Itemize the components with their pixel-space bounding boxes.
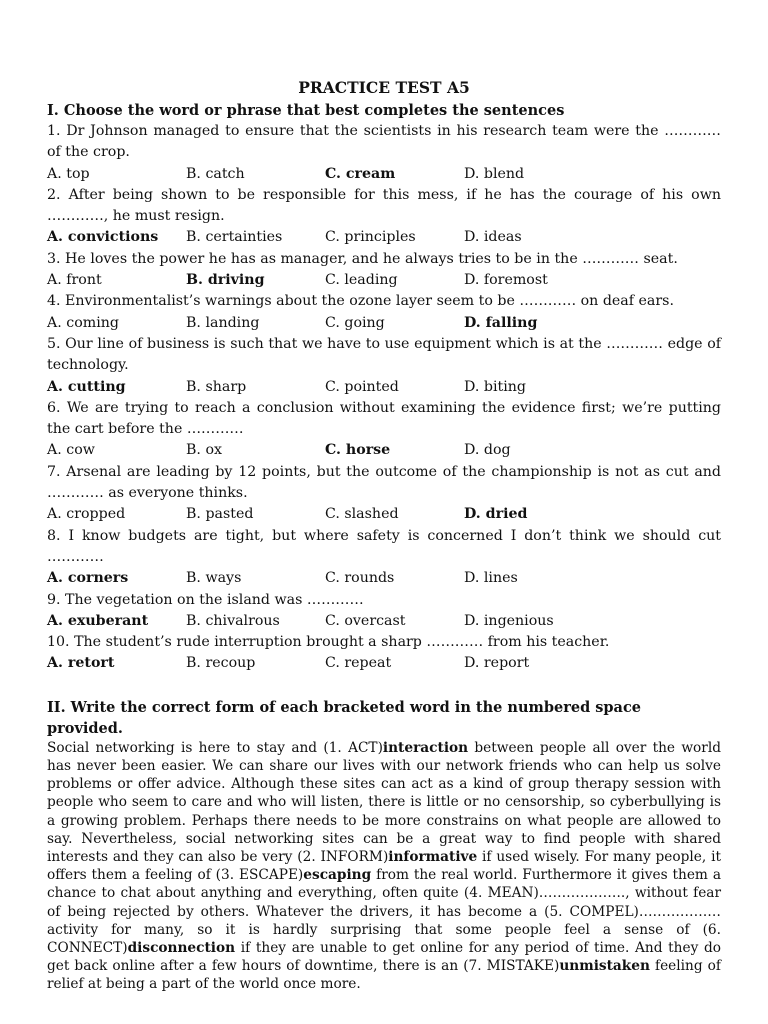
section-1-heading: I. Choose the word or phrase that best completes the sentences <box>47 102 565 119</box>
answer-option: D. ingenious <box>464 612 554 629</box>
answer-options <box>47 164 721 185</box>
question-text: 5. Our line of business is such that we have to use equipment which is at the ………… edge of technology. <box>47 335 721 374</box>
answer-option: B. ways <box>186 570 242 587</box>
answer-option-correct: A. retort <box>47 655 115 672</box>
answer-option-correct: A. exuberant <box>47 612 149 629</box>
document-page <box>47 78 721 994</box>
question-text: 4. Environmentalist’s warnings about the ozone layer seem to be ………… on deaf ears. <box>47 293 674 310</box>
section-gap <box>47 675 721 697</box>
answer-option: B. certainties <box>186 229 283 246</box>
question-block <box>47 185 721 249</box>
answer-option: A. front <box>47 272 102 289</box>
answer-option-correct: A. cutting <box>47 378 126 395</box>
question-list <box>47 121 721 675</box>
answer-option: B. recoup <box>186 655 256 672</box>
question-text: 2. After being shown to be responsible for this mess, if he has the courage of his own …………, he must resign. <box>47 186 721 225</box>
answer-option: B. ox <box>186 442 222 459</box>
answer-option: C. rounds <box>325 570 395 587</box>
filled-answer: escaping <box>303 867 372 884</box>
answer-option-correct: A. corners <box>47 570 129 587</box>
question-text: 1. Dr Johnson managed to ensure that the scientists in his research team were the ………… of the crop. <box>47 123 721 161</box>
answer-option-correct: C. horse <box>325 442 391 459</box>
answer-option: C. overcast <box>325 612 406 629</box>
answer-options <box>47 270 721 291</box>
question-text: 7. Arsenal are leading by 12 points, but the outcome of the championship is not as cut and ………… as everyone thinks. <box>47 463 721 502</box>
question-block <box>47 249 721 292</box>
question-text: 3. He loves the power he has as manager, and he always tries to be in the ………… seat. <box>47 250 678 267</box>
answer-option: A. cropped <box>47 506 126 523</box>
answer-option: B. pasted <box>186 506 254 523</box>
answer-option: D. ideas <box>464 229 522 246</box>
filled-answer: informative <box>388 848 478 865</box>
question-block <box>47 526 721 590</box>
answer-option-correct: D. dried <box>464 506 528 523</box>
passage-text: if used wisely. For many people, it offers them a feeling of (3. ESCAPE) <box>47 848 721 884</box>
answer-option-correct: D. falling <box>464 314 538 331</box>
answer-option-correct: A. convictions <box>47 229 159 246</box>
answer-options <box>47 377 721 398</box>
answer-option: D. foremost <box>464 272 548 289</box>
answer-option: C. pointed <box>325 378 399 395</box>
filled-answer: disconnection <box>127 939 236 956</box>
answer-option: A. coming <box>47 314 119 331</box>
answer-options <box>47 504 721 525</box>
answer-options <box>47 653 721 674</box>
answer-option: D. dog <box>464 442 511 459</box>
question-block <box>47 398 721 462</box>
answer-option: C. principles <box>325 229 416 246</box>
passage-text: from the real world. Furthermore it gives them a chance to chat about anything and everything, often quite (4. MEAN)………………., without fear of being rejected by others. Whatever the drivers, it has become a (5. COMPEL)……………… activity for many, so it is hardly surprising that some people feel a sense of (6. CONNECT) <box>47 867 721 956</box>
answer-option: B. landing <box>186 314 260 331</box>
word-form-passage <box>47 739 721 994</box>
answer-option: D. lines <box>464 570 518 587</box>
passage-text: Social networking is here to stay and (1. ACT) <box>47 739 383 756</box>
question-block <box>47 632 721 675</box>
answer-option: C. slashed <box>325 506 399 523</box>
page-title: PRACTICE TEST A5 <box>298 78 470 97</box>
answer-option-correct: C. cream <box>325 165 396 182</box>
answer-option: B. chivalrous <box>186 612 280 629</box>
answer-option: C. going <box>325 314 385 331</box>
answer-option: B. catch <box>186 165 245 182</box>
answer-option: A. cow <box>47 442 95 459</box>
answer-options <box>47 568 721 589</box>
answer-option: D. report <box>464 655 530 672</box>
question-text: 9. The vegetation on the island was ………… <box>47 591 364 608</box>
passage-text: between people all over the world has never been easier. We can share our lives with our network friends who can help us solve problems or offer advice. Although these sites can act as a kind of group therapy session with people who seem to care and who will listen, there is little or no censorship, so cyberbullying is a growing problem. Perhaps there needs to be more constrains on what people are allowed to say. Nevertheless, social networking sites can be a great way to find people with shared interests and they can also be very (2. INFORM) <box>47 739 721 865</box>
question-block <box>47 334 721 398</box>
answer-option: D. blend <box>464 165 525 182</box>
answer-option: C. repeat <box>325 655 392 672</box>
answer-options <box>47 440 721 461</box>
filled-answer: interaction <box>382 739 469 756</box>
section-2-heading: II. Write the correct form of each bracketed word in the numbered space provided. <box>47 698 642 737</box>
question-block <box>47 291 721 334</box>
question-block <box>47 462 721 526</box>
question-block <box>47 121 721 185</box>
answer-options <box>47 611 721 632</box>
answer-options <box>47 313 721 334</box>
question-text: 6. We are trying to reach a conclusion without examining the evidence first; we’re putting the cart before the ………… <box>47 399 721 438</box>
answer-options <box>47 227 721 248</box>
question-text: 8. I know budgets are tight, but where safety is concerned I don’t think we should cut ………… <box>47 527 721 565</box>
answer-option: D. biting <box>464 378 526 395</box>
passage-text: feeling of relief at being a part of the world once more. <box>47 958 721 993</box>
answer-option-correct: B. driving <box>186 272 265 289</box>
question-block <box>47 590 721 633</box>
answer-option: C. leading <box>325 272 398 289</box>
passage-text: if they are unable to get online for any period of time. And they do get back online after a few hours of downtime, there is an (7. MISTAKE) <box>47 939 721 975</box>
question-text: 10. The student’s rude interruption brought a sharp ………… from his teacher. <box>47 634 610 651</box>
answer-option: A. top <box>47 165 90 182</box>
filled-answer: unmistaken <box>559 958 650 975</box>
answer-option: B. sharp <box>186 378 247 395</box>
